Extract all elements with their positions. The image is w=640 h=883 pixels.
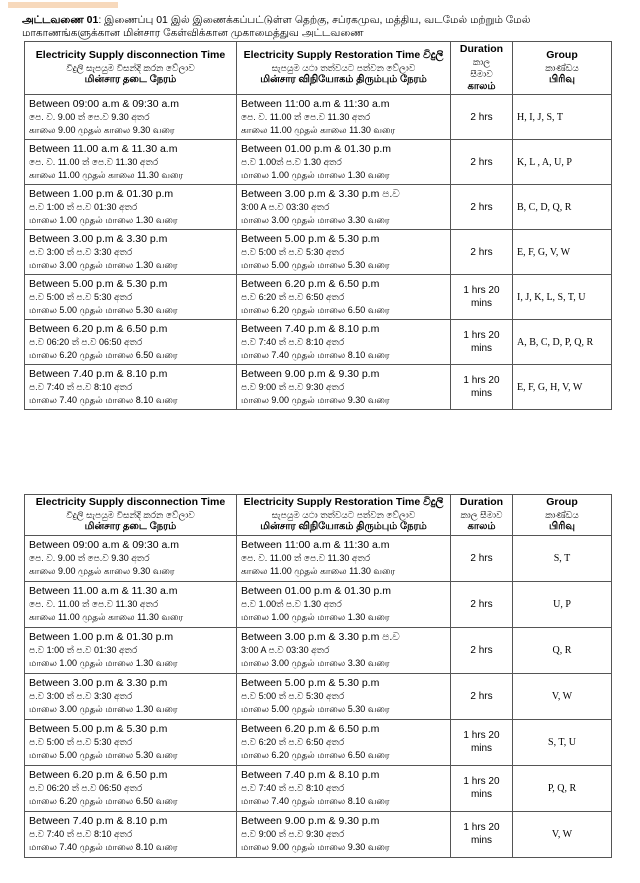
group-cell: E, F, G, V, W xyxy=(513,230,612,275)
restoration-time-cell xyxy=(237,673,451,719)
sinhala-time-line: ප.ව 06:20 ත් ප.ව 06:50 අතර xyxy=(29,782,143,793)
duration-cell: 1 hrs 20 mins xyxy=(451,719,513,765)
tamil-time-line: மாலை 1.00 முதல் மாலை 1.30 வரை xyxy=(29,657,178,668)
header-duration: Duration කාල සීමාව காலம் xyxy=(451,495,513,536)
tamil-time-line: காலை 9.00 முதல் காலை 9.30 வரை xyxy=(29,124,175,135)
tamil-time-line: மாலை 1.00 முதல் மாலை 1.30 வரை xyxy=(29,214,178,225)
table-row xyxy=(25,673,612,719)
duration-cell: 2 hrs xyxy=(451,230,513,275)
tamil-time-line: மாலை 3.00 முதல் மாலை 1.30 வரை xyxy=(29,703,178,714)
sinhala-time-line: පෙ. ව. 9.00 ත් පෙ.ව 9.30 අතර xyxy=(29,111,150,122)
table-header-row xyxy=(25,495,612,536)
tamil-time-line: மாலை 7.40 முதல் மாலை 8.10 வரை xyxy=(29,841,178,852)
duration-cell: 1 hrs 20 mins xyxy=(451,365,513,410)
sinhala-time-line: පෙ. ව. 11.00 ත් පෙ.ව 11.30 අතර xyxy=(241,111,371,122)
restoration-time-cell xyxy=(237,719,451,765)
tamil-time-line: மாலை 7.40 முதல் மாலை 8.10 வரை xyxy=(29,394,178,405)
schedule-table-2 xyxy=(24,494,612,858)
table-row xyxy=(25,581,612,627)
english-time-line: Between 11.00 a.m & 11.30 a.m xyxy=(29,142,178,155)
restoration-time-cell xyxy=(237,275,451,320)
tamil-time-line: மாலை 9.00 முதல் மாலை 9.30 வரை xyxy=(241,394,390,405)
disconnection-time-cell xyxy=(25,185,237,230)
sinhala-time-line: ප.ව 6:20 ත් ප.ව 6:50 අතර xyxy=(241,291,345,302)
sinhala-time-line: ප.ව 9:00 ත් ප.ව 9:30 අතර xyxy=(241,828,345,839)
duration-cell: 1 hrs 20 mins xyxy=(451,811,513,857)
sinhala-time-line: ප.ව 5:00 ත් ප.ව 5:30 අතර xyxy=(29,736,133,747)
caption-text: : இணைப்பு 01 இல் இணைக்கப்பட்டுள்ள தெற்கு, சப்ரகமுவ, மத்திய, வடமேல் மற்றும் மேல் மாகாணங்களுக்கான மின்சார கேள்விக்கான முகாமைத்துவ அட்டவணை xyxy=(22,14,531,39)
tamil-time-line: மாலை 5.00 முதல் மாலை 5.30 வரை xyxy=(241,259,390,270)
duration-cell: 2 hrs xyxy=(451,673,513,719)
english-time-line: Between 6.20 p.m & 6.50 p.m xyxy=(29,322,168,335)
restoration-time-cell xyxy=(237,320,451,365)
english-time-line: Between 7.40 p.m & 8.10 p.m xyxy=(29,814,168,827)
disconnection-time-cell xyxy=(25,535,237,581)
sinhala-time-line: ප.ව 5:00 ත් ප.ව 5:30 අතර xyxy=(29,291,133,302)
sinhala-time-line: 3:00 A ප.ව 03:30 අතර xyxy=(241,644,330,655)
duration-cell: 2 hrs xyxy=(451,95,513,140)
tamil-time-line: காலை 11.00 முதல் காலை 11.30 வரை xyxy=(241,565,396,576)
table-row xyxy=(25,185,612,230)
english-time-line: Between 5.00 p.m & 5.30 p.m xyxy=(29,277,168,290)
restoration-time-cell xyxy=(237,185,451,230)
tamil-time-line: மாலை 3.00 முதல் மாலை 3.30 வரை xyxy=(241,214,390,225)
restoration-time-cell xyxy=(237,140,451,185)
sinhala-time-line: පෙ. ව. 9.00 ත් පෙ.ව 9.30 අතර xyxy=(29,552,150,563)
tamil-time-line: மாலை 6.20 முதல் மாலை 6.50 வரை xyxy=(29,349,178,360)
group-cell: E, F, G, H, V, W xyxy=(513,365,612,410)
english-time-line: Between 5.00 p.m & 5.30 p.m xyxy=(29,722,168,735)
group-cell: V, W xyxy=(513,673,612,719)
english-time-line: Between 01.00 p.m & 01.30 p.m xyxy=(241,142,392,155)
duration-cell: 2 hrs xyxy=(451,535,513,581)
disconnection-time-cell xyxy=(25,765,237,811)
header-restoration-time: Electricity Supply Restoration Time විදුලි සැපයුම යථා තත්වයට පත්වන වේලාව மின்சார விநியோகம் திரும்பும் நேரம் xyxy=(237,42,451,95)
sinhala-time-line: ප.ව 7:40 ත් ප.ව 8:10 අතර xyxy=(241,782,345,793)
restoration-time-cell xyxy=(237,581,451,627)
disconnection-time-cell xyxy=(25,320,237,365)
sinhala-time-line: ප.ව 06:20 ත් ප.ව 06:50 අතර xyxy=(29,336,143,347)
header-decoration xyxy=(8,2,118,8)
english-time-line: Between 3.00 p.m & 3.30 p.m xyxy=(29,676,168,689)
duration-cell: 2 hrs xyxy=(451,185,513,230)
sinhala-time-line: ප.ව 9:00 ත් ප.ව 9:30 අතර xyxy=(241,381,345,392)
disconnection-time-cell xyxy=(25,230,237,275)
sinhala-time-line: ප.ව 3:00 ත් ප.ව 3:30 අතර xyxy=(29,690,133,701)
table-row xyxy=(25,230,612,275)
tamil-time-line: மாலை 6.20 முதல் மாலை 6.50 வரை xyxy=(29,795,178,806)
group-cell: K, L , A, U, P xyxy=(513,140,612,185)
caption-label: அட்டவணை 01 xyxy=(22,14,99,26)
table-row xyxy=(25,535,612,581)
table-row xyxy=(25,140,612,185)
header-group: Group කාණ්ඩය பிரிவு xyxy=(513,42,612,95)
table-row xyxy=(25,95,612,140)
english-time-line: Between 09:00 a.m & 09:30 a.m xyxy=(29,97,180,110)
english-time-line: Between 7.40 p.m & 8.10 p.m xyxy=(29,367,168,380)
group-cell: V, W xyxy=(513,811,612,857)
english-time-line: Between 9.00 p.m & 9.30 p.m xyxy=(241,367,380,380)
table-header-row xyxy=(25,42,612,95)
duration-cell: 1 hrs 20 mins xyxy=(451,320,513,365)
english-time-line: Between 9.00 p.m & 9.30 p.m xyxy=(241,814,380,827)
tamil-time-line: காலை 11.00 முதல் காலை 11.30 வரை xyxy=(241,124,396,135)
group-cell: B, C, D, Q, R xyxy=(513,185,612,230)
table-row xyxy=(25,811,612,857)
english-time-line: Between 11:00 a.m & 11:30 a.m xyxy=(241,97,390,110)
tamil-time-line: மாலை 7.40 முதல் மாலை 8.10 வரை xyxy=(241,795,390,806)
english-time-line: Between 7.40 p.m & 8.10 p.m xyxy=(241,768,380,781)
restoration-time-cell xyxy=(237,627,451,673)
group-cell: A, B, C, D, P, Q, R xyxy=(513,320,612,365)
table-row xyxy=(25,275,612,320)
sinhala-time-line: ප.ව 7:40 ත් ප.ව 8:10 අතර xyxy=(241,336,345,347)
english-time-line: Between 5.00 p.m & 5.30 p.m xyxy=(241,232,380,245)
english-time-line: Between 6.20 p.m & 6.50 p.m xyxy=(241,277,380,290)
restoration-time-cell xyxy=(237,230,451,275)
disconnection-time-cell xyxy=(25,95,237,140)
restoration-time-cell xyxy=(237,765,451,811)
tamil-time-line: காலை 9.00 முதல் காலை 9.30 வரை xyxy=(29,565,175,576)
english-time-line: Between 3.00 p.m & 3.30 p.m ප.ව xyxy=(241,630,400,643)
english-time-line: Between 6.20 p.m & 6.50 p.m xyxy=(241,722,380,735)
disconnection-time-cell xyxy=(25,275,237,320)
tamil-time-line: மாலை 5.00 முதல் மாலை 5.30 வரை xyxy=(29,304,178,315)
group-cell: Q, R xyxy=(513,627,612,673)
group-cell: I, J, K, L, S, T, U xyxy=(513,275,612,320)
sinhala-time-line: 3:00 A ප.ව 03:30 අතර xyxy=(241,201,330,212)
english-time-line: Between 3.00 p.m & 3.30 p.m ප.ව xyxy=(241,187,400,200)
sinhala-time-line: ප.ව 3:00 ත් ප.ව 3:30 අතර xyxy=(29,246,133,257)
restoration-time-cell xyxy=(237,365,451,410)
english-time-line: Between 7.40 p.m & 8.10 p.m xyxy=(241,322,380,335)
sinhala-time-line: ප.ව 7:40 ත් ප.ව 8:10 අතර xyxy=(29,381,133,392)
group-cell: P, Q, R xyxy=(513,765,612,811)
disconnection-time-cell xyxy=(25,365,237,410)
table-caption xyxy=(22,14,622,40)
sinhala-time-line: ප.ව 6:20 ත් ප.ව 6:50 අතර xyxy=(241,736,345,747)
disconnection-time-cell xyxy=(25,581,237,627)
tamil-time-line: மாலை 3.00 முதல் மாலை 3.30 வரை xyxy=(241,657,390,668)
tamil-time-line: மாலை 3.00 முதல் மாலை 1.30 வரை xyxy=(29,259,178,270)
duration-cell: 1 hrs 20 mins xyxy=(451,275,513,320)
english-time-line: Between 5.00 p.m & 5.30 p.m xyxy=(241,676,380,689)
table-row xyxy=(25,765,612,811)
disconnection-time-cell xyxy=(25,719,237,765)
tamil-time-line: மாலை 7.40 முதல் மாலை 8.10 வரை xyxy=(241,349,390,360)
sinhala-time-line: ප.ව 7:40 ත් ප.ව 8:10 අතර xyxy=(29,828,133,839)
table-row xyxy=(25,719,612,765)
schedule-table-1 xyxy=(24,41,612,410)
table-row xyxy=(25,365,612,410)
header-disconnect-time: Electricity Supply disconnection Time විදුලි සැපයුම විසන්දි කරන වේලාව மின்சார தடை நேரம் xyxy=(25,495,237,536)
header-group: Group කාණ්ඩය பிரிவு xyxy=(513,495,612,536)
header-disconnect-time: Electricity Supply disconnection Time විදුලි සැපයුම විසන්දි කරන වේලාව மின்சார தடை நேரம் xyxy=(25,42,237,95)
sinhala-time-line: ප.ව 5:00 ත් ප.ව 5:30 අතර xyxy=(241,246,345,257)
sinhala-time-line: ප.ව 1:00 ත් ප.ව 01:30 අතර xyxy=(29,644,138,655)
sinhala-time-line: ප.ව 1.00ත් ප.ව 1.30 අතර xyxy=(241,156,342,167)
english-time-line: Between 6.20 p.m & 6.50 p.m xyxy=(29,768,168,781)
english-time-line: Between 11:00 a.m & 11:30 a.m xyxy=(241,538,390,551)
english-time-line: Between 1.00 p.m & 01.30 p.m xyxy=(29,187,174,200)
english-time-line: Between 3.00 p.m & 3.30 p.m xyxy=(29,232,168,245)
sinhala-time-line: ප.ව 1.00ත් ප.ව 1.30 අතර xyxy=(241,598,342,609)
duration-cell: 2 hrs xyxy=(451,581,513,627)
group-cell: S, T xyxy=(513,535,612,581)
table-row xyxy=(25,320,612,365)
group-cell: U, P xyxy=(513,581,612,627)
sinhala-time-line: පෙ. ව. 11.00 ත් පෙ.ව 11.30 අතර xyxy=(29,156,159,167)
tamil-time-line: மாலை 1.00 முதல் மாலை 1.30 வரை xyxy=(241,611,390,622)
english-time-line: Between 01.00 p.m & 01.30 p.m xyxy=(241,584,392,597)
sinhala-time-line: ප.ව 5:00 ත් ප.ව 5:30 අතර xyxy=(241,690,345,701)
restoration-time-cell xyxy=(237,95,451,140)
restoration-time-cell xyxy=(237,811,451,857)
sinhala-time-line: පෙ. ව. 11.00 ත් පෙ.ව 11.30 අතර xyxy=(241,552,371,563)
tamil-time-line: மாலை 5.00 முதல் மாலை 5.30 வரை xyxy=(29,749,178,760)
sinhala-time-line: පෙ. ව. 11.00 ත් පෙ.ව 11.30 අතර xyxy=(29,598,159,609)
tamil-time-line: மாலை 6.20 முதல் மாலை 6.50 வரை xyxy=(241,304,390,315)
header-duration: Duration කාල සීමාව காலம் xyxy=(451,42,513,95)
disconnection-time-cell xyxy=(25,140,237,185)
duration-cell: 2 hrs xyxy=(451,627,513,673)
header-restoration-time: Electricity Supply Restoration Time විදුලි සැපයුම යථා තත්වයට පත්වන වේලාව மின்சார விநியோகம் திரும்பும் நேரம் xyxy=(237,495,451,536)
tamil-time-line: காலை 11.00 முதல் காலை 11.30 வரை xyxy=(29,611,184,622)
english-time-line: Between 11.00 a.m & 11.30 a.m xyxy=(29,584,178,597)
table-row xyxy=(25,627,612,673)
tamil-time-line: மாலை 1.00 முதல் மாலை 1.30 வரை xyxy=(241,169,390,180)
group-cell: S, T, U xyxy=(513,719,612,765)
group-cell: H, I, J, S, T xyxy=(513,95,612,140)
english-time-line: Between 1.00 p.m & 01.30 p.m xyxy=(29,630,174,643)
restoration-time-cell xyxy=(237,535,451,581)
duration-cell: 2 hrs xyxy=(451,140,513,185)
tamil-time-line: காலை 11.00 முதல் காலை 11.30 வரை xyxy=(29,169,184,180)
disconnection-time-cell xyxy=(25,811,237,857)
disconnection-time-cell xyxy=(25,627,237,673)
english-time-line: Between 09:00 a.m & 09:30 a.m xyxy=(29,538,180,551)
tamil-time-line: மாலை 9.00 முதல் மாலை 9.30 வரை xyxy=(241,841,390,852)
tamil-time-line: மாலை 6.20 முதல் மாலை 6.50 வரை xyxy=(241,749,390,760)
disconnection-time-cell xyxy=(25,673,237,719)
tamil-time-line: மாலை 5.00 முதல் மாலை 5.30 வரை xyxy=(241,703,390,714)
duration-cell: 1 hrs 20 mins xyxy=(451,765,513,811)
sinhala-time-line: ප.ව 1:00 ත් ප.ව 01:30 අතර xyxy=(29,201,138,212)
